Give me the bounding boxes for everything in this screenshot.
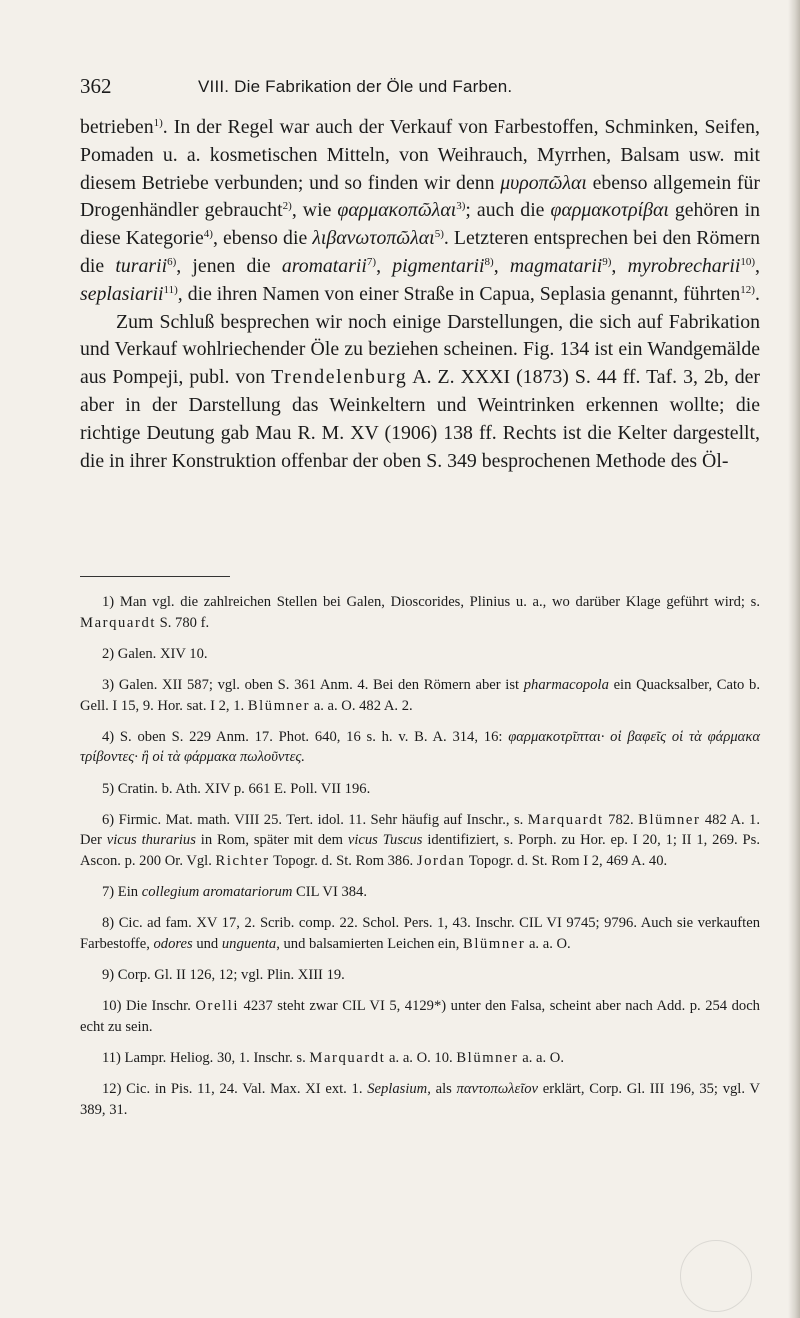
latin-term: magmatarii <box>509 254 603 277</box>
latin-term: turarii <box>115 254 168 277</box>
footnote-ref: 11) <box>163 283 178 296</box>
page-edge-shadow <box>788 0 800 1318</box>
footnote-ref: 2) <box>282 200 292 213</box>
footnote-ref: 3) <box>456 200 466 213</box>
footnote-ref: 6) <box>167 255 177 268</box>
latin-term: myrobrecharii <box>627 254 741 277</box>
greek-term: φαρμακοπῶλαι <box>337 199 457 222</box>
footnote-9: 9) Corp. Gl. II 126, 12; vgl. Plin. XIII 19. <box>102 967 345 984</box>
paragraph-2: Zum Schluß besprechen wir noch einige Darstellungen, die sich auf Fabrikation und Verkauf wohlriechender Öle zu beziehen scheinen. Fig. 134 ist ein Wandgemälde aus Pompeji, publ. von Trendelenburg A. Z. XXXI (1873) S. 44 ff. Taf. 3, 2b, der aber in der Darstellung das Weinkeltern und Weintrinken erkennen wollte; die richtige Deutung gab Mau R. M. XV (1906) 138 ff. Rechts ist die Kelter dargestellt, die in ihrer Konstruktion offenbar der oben S. 349 besprochenen Methode des Öl- <box>80 310 761 472</box>
footnote-4: 4) S. oben S. 229 Anm. 17. Phot. 640, 16 s. h. v. B. A. 314, 16: φαρμακοτρῖπται· οἱ βαφεῖς οἱ τὰ φάρμακα τρίβοντες· ἢ οἱ τὰ φάρμακα πωλοῦντες. <box>80 728 760 766</box>
page-number: 362 <box>80 74 112 98</box>
footnote-12: 12) Cic. in Pis. 11, 24. Val. Max. XI ext. 1. Seplasium, als παντοπωλεῖον erklärt, Corp. Gl. III 196, 35; vgl. V 389, 31. <box>80 1081 760 1118</box>
footnote-ref: 8) <box>484 255 494 268</box>
footnote-5: 5) Cratin. b. Ath. XIV p. 661 E. Poll. VII 196. <box>102 780 371 797</box>
footnote-2: 2) Galen. XIV 10. <box>102 645 208 662</box>
footnote-8: 8) Cic. ad fam. XV 17, 2. Scrib. comp. 22. Schol. Pers. 1, 43. Inschr. CIL VI 9745; 9796. Auch sie verkauften Farbestoffe, odores und unguenta, und balsamierten Leichen ein, Blümner a. a. O. <box>80 915 760 952</box>
footnote-ref: 1) <box>153 117 163 129</box>
footnote-ref: 10) <box>740 255 756 268</box>
main-text <box>80 114 760 475</box>
footnote-ref: 7) <box>366 255 377 268</box>
greek-term: λιβανωτοπῶλαι <box>312 227 435 250</box>
paragraph-1: betrieben$^{1)}$. In der Regel war auch der Verkauf von Farbestoffen, Schminken, Seifen, Pomaden u. a. kosmetischen Mitteln, von Weihrauch, Myrrhen, Balsam usw. mit diesem Betriebe verbunden; und so finden wir denn μυροπῶλαι ebenso allgemein für Drogenhändler gebraucht$^{2)}$, wie φαρμακοπῶλαι$^{3)}$; auch die φαρμακοτρίβαι gehören in diese Kategorie$^{4)}$, ebenso die λιβανωτοπῶλαι$^{5)}$. Letzteren entsprechen bei den Römern die turarii$^{6)}$, jenen die aromatarii$^{7)}$, pigmentarii$^{8)}$, magmatarii$^{9)}$, myrobrecharii$^{10)}$, seplasiarii$^{11)}$, die ihren Namen von einer Straße in Capua, Seplasia genannt, führten$^{12)}$. <box>80 116 760 305</box>
greek-term: μυροπῶλαι <box>500 171 587 194</box>
footnote-3: 3) Galen. XII 587; vgl. oben S. 361 Anm. 4. Bei den Römern aber ist pharmacopola ein Quacksalber, Cato b. Gell. I 15, 9. Hor. sat. I 2, 1. Blümner a. a. O. 482 A. 2. <box>80 676 760 714</box>
footnote-1: 1) Man vgl. die zahlreichen Stellen bei Galen, Dioscorides, Plinius u. a., wo darüber Klage geführt wird; s. Marquardt S. 780 f. <box>80 594 760 631</box>
running-title: VIII. Die Fabrikation der Öle und Farben. <box>198 77 513 96</box>
footnotes <box>80 592 760 1131</box>
footnote-separator <box>80 576 230 577</box>
latin-term: aromatarii <box>281 254 367 277</box>
footnote-11: 11) Lampr. Heliog. 30, 1. Inschr. s. Marquardt a. a. O. 10. Blümner a. a. O. <box>102 1050 564 1067</box>
author-name: Trendelenburg <box>271 366 408 389</box>
footnote-ref: 12) <box>740 283 755 296</box>
greek-term: φαρμακοτρίβαι <box>550 199 669 222</box>
footnote-ref: 5) <box>434 228 444 241</box>
latin-term: seplasiarii <box>80 282 164 305</box>
footnote-6: 6) Firmic. Mat. math. VIII 25. Tert. idol. 11. Sehr häufig auf Inschr., s. Marquardt 782. Blümner 482 A. 1. Der vicus thurarius in Rom, später mit dem vicus Tuscus identifiziert, s. Porph. zu Hor. ep. I 20, 1; II 1, 269. Ps. Ascon. p. 200 Or. Vgl. Richter Topogr. d. St. Rom 386. Jordan Topogr. d. St. Rom I 2, 469 A. 40. <box>80 811 760 869</box>
footnote-ref: 4) <box>203 228 213 241</box>
page-header <box>80 74 760 104</box>
footnote-ref: 9) <box>602 255 612 268</box>
footnote-10: 10) Die Inschr. Orelli 4237 steht zwar CIL VI 5, 4129*) unter den Falsa, scheint aber nach Add. p. 254 doch echt zu sein. <box>80 998 760 1035</box>
latin-term: pigmentarii <box>392 254 485 277</box>
library-stamp-mark <box>680 1240 752 1312</box>
footnote-7: 7) Ein collegium aromatariorum CIL VI 384. <box>102 884 367 901</box>
